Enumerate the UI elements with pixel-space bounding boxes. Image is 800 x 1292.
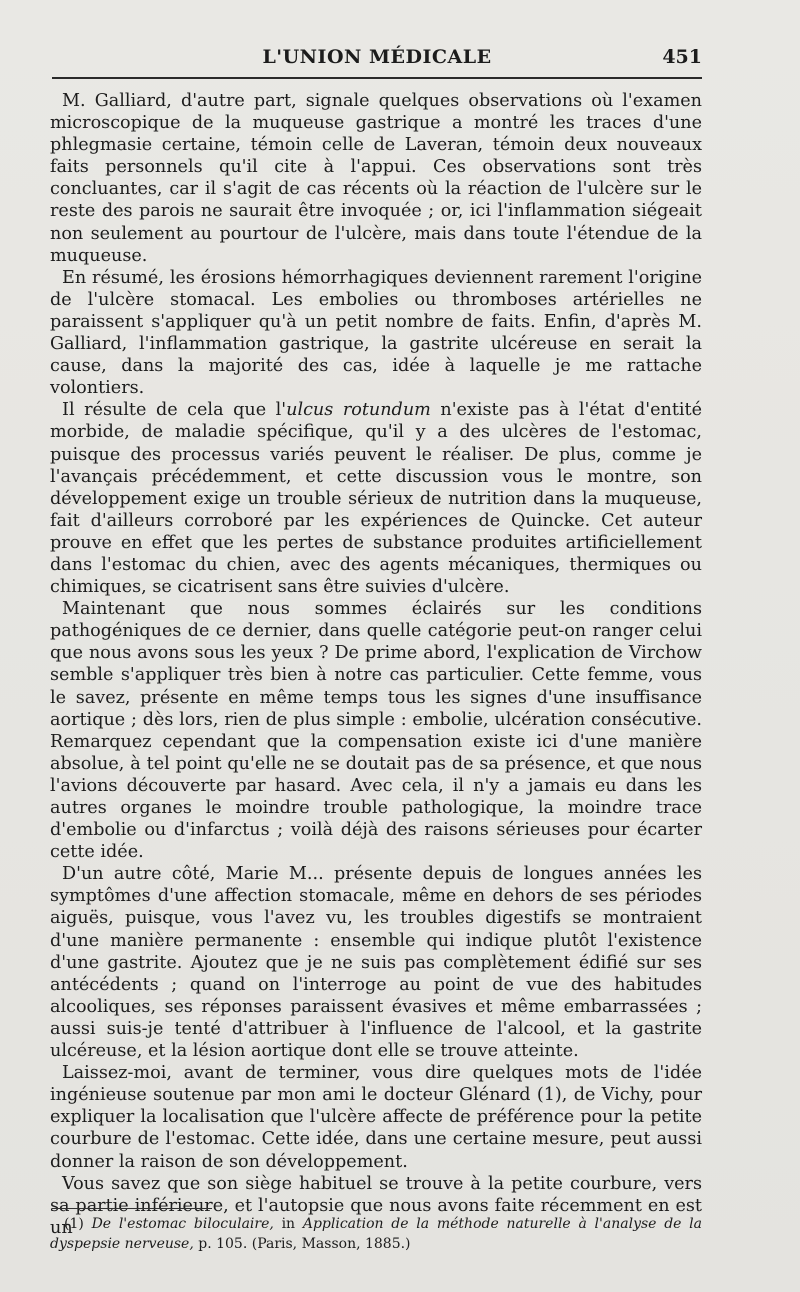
text-segment: En résumé, les érosions hémorrhagiques deviennent rarement l'origine de l'ulcère stomacal. Les embolies ou thromboses artérielles ne paraissent s'appliquer qu'à un petit nombre de faits. Enfin, d'après M. Galliard, l'inflammation gastrique, la gastrite ulcéreuse en serait la cause, dans la majorité des cas, idée à laquelle je me rattache volontiers. [50,267,702,399]
text-segment: Maintenant que nous sommes éclairés sur les conditions pathogéniques de ce dernier, dans quelle catégorie peut-on ranger celui que nous avons sous les yeux ? De prime abord, l'explication de Virchow semble s'appliquer très bien à notre cas particulier. Cette femme, vous le savez, présente en même temps tous les signes d'une insuffisance aortique ; dès lors, rien de plus simple : embolie, ulcération consécutive. Remarquez cependant que la compensation existe ici d'une manière absolue, à tel point qu'elle ne se doutait pas de sa présence, et que nous l'avions découverte par hasard. Avec cela, il n'y a jamais eu dans les autres organes le moindre trouble pathologique, la moindre trace d'embolie ou d'infarctus ; voilà déjà des raisons sérieuses pour écarter cette idée. [50,599,702,863]
text-segment: D'un autre côté, Marie M... présente depuis de longues années les symptômes d'une affection stomacale, même en dehors de ses périodes aiguës, puisque, vous l'avez vu, les troubles digestifs se montraient d'une manière permanente : ensemble qui indique plutôt l'existence d'une gastrite. Ajoutez que je ne suis pas complètement édifié sur ses antécédents ; quand on l'interroge au point de vue des habitudes alcooliques, ses réponses paraissent évasives et même embarrassées ; aussi suis-je tenté d'attribuer à l'influence de l'alcool, et la gastrite ulcéreuse, et la lésion aortique dont elle se trouve atteinte. [50,864,702,1062]
text-segment: M. Galliard, d'autre part, signale quelques observations où l'examen microscopique de la muqueuse gastrique a montré les traces d'une phlegmasie certaine, témoin celle de Laveran, témoin deux nouveaux faits personnels qu'il cite à l'appui. Ces observations sont très concluantes, car il s'agit de cas récents où la réaction de l'ulcère sur le reste des parois ne saurait être invoquée ; or, ici l'inflammation siégeait non seulement au pourtour de l'ulcère, mais dans toute l'étendue de la muqueuse. [50,91,702,266]
footnote-rule [52,1208,212,1209]
paragraph [50,598,702,863]
footnote [50,1214,702,1254]
footnote-italic-text: De l'estomac biloculaire, [91,1216,274,1232]
body-text [50,90,702,1239]
text-segment: Il résulte de cela que l' [62,400,287,421]
text-segment: Laissez-moi, avant de terminer, vous dire quelques mots de l'idée ingénieuse soutenue par mon ami le docteur Glénard (1), de Vichy, pour expliquer la localisation que l'ulcère affecte de préférence pour la petite courbure de l'estomac. Cette idée, dans une certaine mesure, peut aussi donner la raison de son développement. [50,1063,702,1172]
running-title: L'UNION MÉDICALE [262,46,492,68]
text-segment: n'existe pas à l'état d'entité morbide, de maladie spécifique, qu'il y a des ulcères de l'estomac, puisque des processus variés peuvent le réaliser. De plus, comme je l'avançais précédemment, et cette discussion vous le montre, son développement exige un trouble sérieux de nutrition dans la muqueuse, fait d'ailleurs corroboré par les expériences de Quincke. Cet auteur prouve en effet que les pertes de substance produites artificiellement dans l'estomac du chien, avec des agents mécaniques, thermiques ou chimiques, se cicatrisent sans être suivies d'ulcère. [50,400,702,598]
footnote-text: (1) [64,1216,92,1232]
paragraph [50,267,702,400]
footnote-italic-text: Application de la méthode naturelle à l'analyse de la dyspepsie nerveuse, [50,1216,703,1252]
paragraph [50,863,702,1062]
italic-text: ulcus rotundum [286,400,431,421]
header-rule [52,77,702,79]
page-header [52,44,702,74]
footnote-text: p. 105. (Paris, Masson, 1885.) [193,1236,411,1252]
paragraph [50,90,702,267]
text-segment: Vous savez que son siège habituel se trouve à la petite courbure, vers sa partie inférieure, et l'autopsie que nous avons faite récemment en est un [50,1173,702,1238]
paragraph [50,399,702,598]
footnote-text: in [273,1216,303,1232]
page-number: 451 [662,46,702,68]
paragraph [50,1062,702,1172]
